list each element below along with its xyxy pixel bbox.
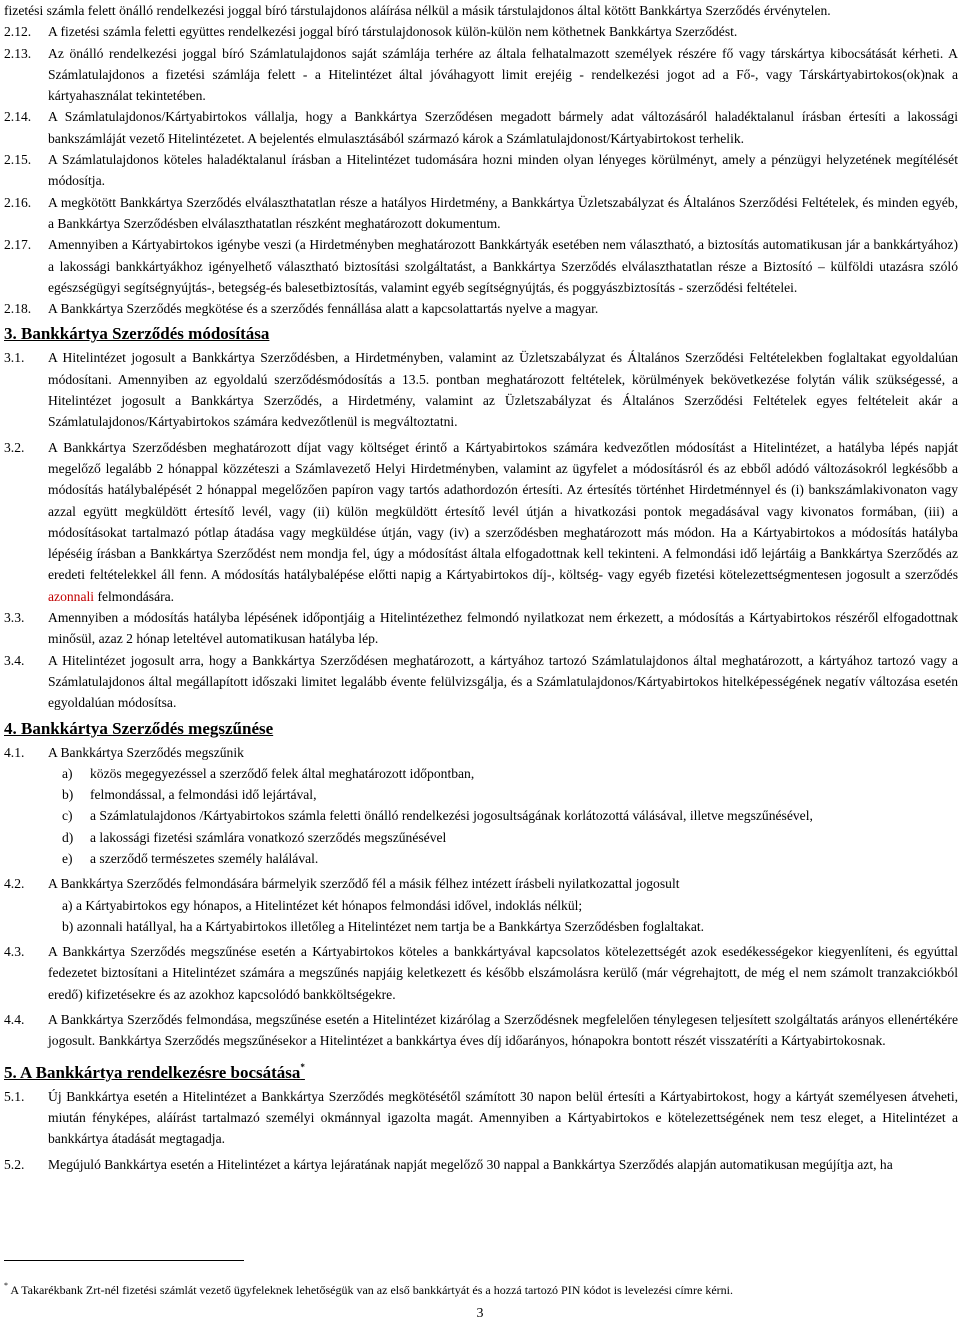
document-page	[4, 0, 958, 1175]
paragraph-number: 3.3.	[4, 610, 25, 626]
termination-list	[4, 763, 958, 869]
paragraph-5-2	[4, 1154, 958, 1175]
paragraph-5-1	[4, 1086, 958, 1150]
paragraph-text: Amennyiben a módosítás hatályba lépésének időpontjáig a Hitelintézethez felmondó nyilatkozat nem érkezett, a módosítás a Kártyabirtokos részéről elfogadottnak minősül, azaz 2 hónap leteltével automatikusan hatályba lép.	[48, 610, 958, 647]
list-item-text: a lakossági fizetési számlára vonatkozó szerződés megszűnésével	[90, 829, 447, 845]
paragraph-number: 4.1.	[4, 744, 25, 760]
footnote-mark: *	[4, 1281, 8, 1290]
paragraph-text: fizetési számla felett önálló rendelkezési joggal bíró társtulajdonos aláírása nélkül a másik társtulajdonos által kötött Bankkártya Szerződés érvénytelen.	[4, 3, 831, 18]
paragraph-text: A Bankkártya Szerződés megkötése és a szerződés fennállása alatt a kapcsolattartás nyelve a magyar.	[48, 301, 599, 317]
list-item-label: d)	[62, 829, 74, 845]
list-item-text: a szerződő természetes személy halálával.	[90, 850, 319, 866]
paragraph-number: 2.13.	[4, 45, 32, 61]
list-item	[4, 784, 958, 805]
footnote-marker: *	[300, 1061, 305, 1072]
list-item	[4, 805, 958, 826]
paragraph-4-2	[4, 873, 958, 894]
list-item-text: felmondással, a felmondási idő lejártával,	[90, 787, 317, 803]
list-item	[4, 827, 958, 848]
paragraph-text: A Bankkártya Szerződés felmondására bármelyik szerződő fél a másik félhez intézett írásbeli nyilatkozattal jogosult	[48, 876, 680, 892]
paragraph-text: A fizetési számla feletti együttes rendelkezési joggal bíró társtulajdonosok külön-külön nem köthetnek Bankkártya Szerződést.	[48, 24, 738, 40]
page-number: 3	[476, 1306, 484, 1321]
paragraph-text: A megkötött Bankkártya Szerződés elválaszthatatlan része a hatályos Hirdetmény, a Bankkártya Üzletszabályzat és Általános Szerződési Feltételek, és minden egyéb, a Bankkártya Szerződésben elválaszthatatlan részként meghatározott dokumentum.	[48, 194, 958, 231]
paragraph-number: 5.1.	[4, 1088, 25, 1104]
section-5-heading	[4, 1056, 958, 1084]
list-item-text: közös megegyezéssel a szerződő felek által meghatározott időpontban,	[90, 765, 475, 781]
list-item-text: a Számlatulajdonos /Kártyabirtokos számla feletti önálló rendelkezési jogosultságának korlátozottá válásával, illetve megszűnésével,	[90, 808, 813, 824]
paragraph-number: 2.12.	[4, 24, 32, 40]
list-item-label: a)	[62, 765, 73, 781]
paragraph-text: Amennyiben a Kártyabirtokos igénybe veszi (a Hirdetményben meghatározott Bankkártyák esetében nem választható, a biztosítás automatikusan jár a bankkártyához) a lakossági bankkártyákhoz igényelhető választható biztosítási szolgáltatást, a Bankkártya Szerződés elválaszthatatlan része a Biztosító – külföldi utazásra szóló egészségügyi segítségnyújtás-, betegség-és balesetbiztosítás, valamint egyéb segítségnyújtás, és poggyászbiztosítás - szerződési feltételei.	[48, 237, 958, 295]
paragraph-number: 3.4.	[4, 652, 25, 668]
highlighted-word: azonnali	[48, 588, 95, 604]
paragraph-3-1	[4, 347, 958, 432]
list-item-label: b)	[62, 787, 74, 803]
paragraph-number: 4.2.	[4, 876, 25, 892]
paragraph-number: 2.17.	[4, 237, 32, 253]
paragraph-text: A Számlatulajdonos/Kártyabirtokos vállalja, hogy a Bankkártya Szerződésen megadott bármely adat változásáról haladéktalanul írásban értesíti a lakossági bankszámláját vezető Hitelintézetet. A bejelentés elmulasztásából származó károk a Számlatulajdonost/Kártyabirtokost terhelik.	[48, 109, 958, 146]
paragraph-3-4	[4, 650, 958, 714]
paragraph-2-13	[4, 43, 958, 107]
paragraph-text	[4, 437, 958, 607]
paragraph-number: 2.18.	[4, 301, 32, 317]
paragraph-text: A Számlatulajdonos köteles haladéktalanul írásban a Hitelintézet tudomására hozni minden olyan lényeges körülményt, amely a pénzügyi helyzetének megítélését módosítja.	[48, 152, 958, 189]
list-item-label: c)	[62, 808, 73, 824]
paragraph-text: A Hitelintézet jogosult arra, hogy a Bankkártya Szerződésen meghatározott, a kártyához tartozó Számlatulajdonos által meghatározott, a kártyához tartozó vagy a Számlatulajdonos által megállapított időszaki limitet legalább évente felülvizsgálja, és a Számlatulajdonos/Kártyabirtokos hitelképességének negatív változása esetén egyoldalúan módosítsa.	[48, 652, 958, 711]
list-item-4-2-a: a) a Kártyabirtokos egy hónapos, a Hitelintézet két hónapos felmondási idővel, indoklás nélkül;	[62, 897, 583, 913]
paragraph-number: 5.2.	[4, 1156, 25, 1172]
list-item	[4, 848, 958, 869]
paragraph-2-18	[4, 298, 958, 319]
paragraph-2-11-cont	[4, 0, 958, 21]
paragraph-number: 4.3.	[4, 944, 25, 960]
paragraph-2-17	[4, 234, 958, 298]
paragraph-number: 3.2.	[4, 439, 25, 455]
section-3-heading: 3. Bankkártya Szerződés módosítása	[4, 324, 270, 344]
paragraph-text: A Bankkártya Szerződés megszűnik	[48, 744, 244, 760]
paragraph-2-16	[4, 192, 958, 235]
paragraph-text: Megújuló Bankkártya esetén a Hitelintézet a kártya lejáratának napját megelőző 30 nappal a Bankkártya Szerződés alapján automatikusan megújítja azt, ha	[48, 1156, 893, 1172]
paragraph-2-12	[4, 21, 958, 42]
paragraph-2-14	[4, 106, 958, 149]
paragraph-4-1	[4, 742, 958, 763]
paragraph-number: 4.4.	[4, 1012, 25, 1028]
paragraph-3-2	[4, 437, 958, 607]
paragraph-text-a: A Bankkártya Szerződésben meghatározott díjat vagy költséget érintő a Kártyabirtokos számára kedvezőtlen módosítást a Hitelintézet, a hatályba lépés napját megelőző legalább 2 hónappal közzéteszi a Számlavezető Helyi Hirdetményben, valamint az ügyfelet a módosításról és az ebből adódó változásokról legkésőbb a módosítás hatálybalépését 2 hónappal megelőzően papíron vagy tartós adathordozón értesíti. Az értesítés történhet Hirdetménnyel és (i) bankszámlakivonaton vagy azzal együtt megküldött értesítő levél, vagy (ii) külön megküldött értesítő levél útján a hivatkozási pontok megadásával vagy kivonatos formában, (iii) a módosításokat tartalmazó pótlap átadása vagy megküldése útján, vagy (iv) a szerződésben meghatározott más módon. Ha a Kártyabirtokos a módosítás hatályba lépéséig írásban a Bankkártya Szerződést nem mondja fel, úgy a módosítást általa elfogadottnak kell tekinteni. A felmondási idő lejártáig a Bankkártya Szerződés az eredeti feltételekkel áll fenn. A módosítás hatálybalépése előtti napig a Kártyabirtokos díj-, költség- vagy egyéb fizetési kötelezettségmentesen jogosult a szerződés	[48, 439, 958, 583]
paragraph-number: 2.16.	[4, 194, 32, 210]
paragraph-number: 3.1.	[4, 350, 25, 366]
list-item-label: e)	[62, 850, 73, 866]
paragraph-text: Új Bankkártya esetén a Hitelintézet a Bankkártya Szerződés megkötésétől számított 30 napon belül értesíti a Kártyabirtokost, hogy a kártyát személyesen átveheti, miután fényképes, aláírást tartalmazó személyi okmánnyal igazolta magát. Amennyiben a Kártyabirtokos e kötelezettségének nem tesz eleget, a Hitelintézet a bankkártya átadását megtagadja.	[48, 1088, 958, 1147]
paragraph-4-3	[4, 941, 958, 1005]
paragraph-4-4	[4, 1009, 958, 1052]
paragraph-text: A Hitelintézet jogosult a Bankkártya Szerződésben, a Hirdetményben, valamint az Üzletszabályzat és Általános Szerződési Feltételekben foglaltakat egyoldalúan módosítani. Amennyiben az egyoldalú szerződésmódosítás a 13.5. pontban meghatározott feltételek, körülmények bekövetkezése folytán válik szükségessé, a Hitelintézet jogosult a Bankkártya Szerződés, a Hirdetmény, valamint az Üzletszabályzat és Általános Szerződési Feltételek egyes feltételeit akár a Számlatulajdonos/Kártyabirtokos számára kedvezőtlenül is megváltoztatni.	[48, 350, 958, 430]
footnote-divider	[4, 1260, 244, 1261]
footnote	[4, 1278, 954, 1298]
paragraph-text: A Bankkártya Szerződés felmondása, megszűnése esetén a Hitelintézet kizárólag a Szerződésnek megfelelően ténylegesen teljesített szolgáltatás arányos ellenértékére jogosult. Bankkártya Szerződés megszűnésekor a Hitelintézet a bankkártya éves díj időarányos, hónapokra bontott részét visszatéríti a Kártyabirtokosnak.	[48, 1012, 958, 1049]
section-5-title: 5. A Bankkártya rendelkezésre bocsátása	[4, 1062, 301, 1082]
list-item	[4, 763, 958, 784]
paragraph-2-15	[4, 149, 958, 192]
section-4-heading: 4. Bankkártya Szerződés megszűnése	[4, 718, 274, 738]
paragraph-text: A Bankkártya Szerződés megszűnése esetén a Kártyabirtokos köteles a bankkártyával kapcsolatos kötelezettségét azok esedékességekor kiegyenlíteni, és egyúttal fedezetet biztosítani a Hitelintézet számára a megszűnés napjáig keletkezett és később elszámolásra kerülő (már végrehajtott, de még el nem számolt tranzakciókból eredő) kifizetésekre és az azokhoz kapcsolódó bankköltségekre.	[48, 944, 958, 1002]
paragraph-3-3	[4, 607, 958, 650]
paragraph-number: 2.14.	[4, 109, 32, 125]
section-2-paragraphs	[4, 21, 958, 319]
footnote-text: A Takarékbank Zrt-nél fizetési számlát vezető ügyfeleknek lehetőségük van az első bankkártyát és a hozzá tartozó PIN kódot is levelezési címre kérni.	[10, 1283, 733, 1297]
paragraph-number: 2.15.	[4, 152, 32, 168]
paragraph-text: Az önálló rendelkezési joggal bíró Számlatulajdonos saját számlája terhére az általa felhatalmazott személyek részére fő vagy társkártya kibocsátását kérheti. A Számlatulajdonos a fizetési számlája felett - a Hitelintézet által jóváhagyott limit erejéig - rendelkezési jogot ad a Fő-, vagy Társkártyabirtokos(ok)nak a kártyahasználat tekintetében.	[48, 45, 958, 104]
list-item-4-2-b: b) azonnali hatállyal, ha a Kártyabirtokos illetőleg a Hitelintézet nem tartja be a Bankkártya Szerződésben foglaltakat.	[62, 918, 705, 934]
paragraph-text-b: felmondására.	[94, 588, 175, 604]
